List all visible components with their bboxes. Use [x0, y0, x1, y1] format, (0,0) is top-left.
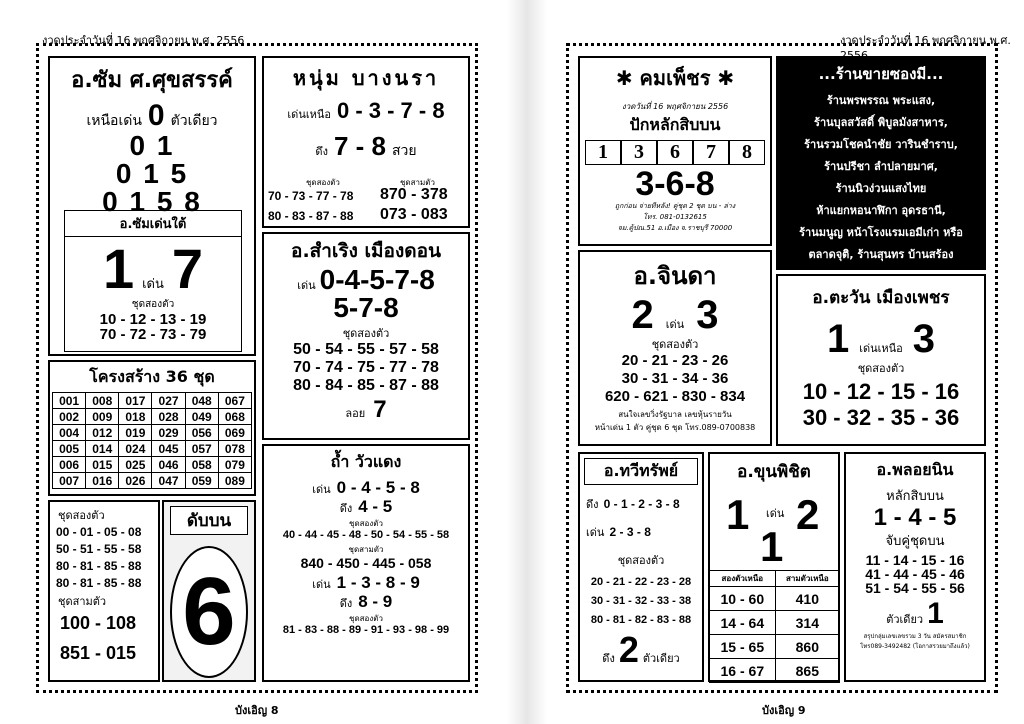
structure-cell: 046: [152, 457, 185, 473]
structure-cell: 048: [185, 393, 218, 409]
star-icon: ✱: [615, 66, 640, 90]
khun-col-three: สามตัวเหนือ: [775, 571, 839, 587]
ploy-single-number: 1: [927, 597, 944, 630]
samroeng-number-2: 5-7-8: [333, 292, 399, 323]
structure-cell: 029: [152, 425, 185, 441]
samroeng-panel: [262, 232, 470, 440]
shops-panel: [776, 56, 986, 270]
sum-sub-title: อ.ซัมเด่นใต้: [65, 211, 241, 237]
num-label-two: ชุดสองตัว: [306, 178, 340, 187]
pyramid-row-1: 0 1: [129, 130, 175, 161]
kom-digit-cell: 1: [585, 140, 621, 165]
ploy-nin-panel: [844, 452, 986, 682]
left-page-number: บังเอิญ 8: [235, 704, 279, 717]
samroeng-row-1: 50 - 54 - 55 - 57 - 58: [293, 341, 439, 358]
num-three-2: 073 - 083: [380, 206, 448, 223]
num-ding-suffix: สวย: [391, 143, 417, 159]
sum-big-right: 7: [171, 237, 204, 300]
tawee-bottom-number: 2: [618, 629, 639, 670]
tham-wuadaeng-panel: [262, 444, 470, 682]
khun-cell: 410: [775, 587, 839, 611]
structure-title: โครงสร้าง 36 ชุด: [89, 367, 215, 386]
khun-row: [710, 611, 840, 635]
shops-title: ...ร้านขายซองมี...: [818, 65, 944, 83]
structure-table: [52, 392, 252, 489]
jinda-row-3: 620 - 621 - 830 - 834: [604, 388, 746, 405]
shop-line: ร้านปรีชา ลำปลายมาศ,: [824, 160, 938, 173]
kom-digit-cell: 7: [693, 140, 729, 165]
kom-note-2: โทร. 081-0132615: [643, 213, 707, 221]
dab-bon-number: 6: [182, 558, 236, 665]
khun-cell: 860: [775, 635, 839, 659]
samroeng-lead-number: 0-4-5-7-8: [319, 264, 435, 295]
tawee-title: อ.ทวีทรัพย์: [584, 458, 698, 485]
khun-row: [710, 587, 840, 611]
structure-cell: 026: [119, 473, 152, 489]
tham-lead2-number: 1 - 3 - 8 - 9: [336, 573, 420, 592]
tawee-bottom-suffix: ตัวเดียว: [642, 652, 680, 665]
ploy-row-3: 51 - 54 - 55 - 56: [865, 580, 965, 596]
jinda-note-2: หน้าเด่น 1 ตัว คู่ชุด 6 ชุด โทร.089-0700838: [594, 423, 756, 432]
pairs-box: [48, 500, 160, 682]
sum-panel-title: อ.ซัม ศ.ศุขสรรค์: [71, 68, 233, 93]
shop-line: ร้านบุลสวัสดิ์ พิบูลมังสาหาร,: [814, 116, 948, 129]
num-pairs-2: 80 - 83 - 87 - 88: [268, 209, 354, 223]
structure-cell: 056: [185, 425, 218, 441]
samroeng-loy-number: 7: [373, 396, 387, 423]
samroeng-set-label: ชุดสองตัว: [342, 327, 390, 340]
khun-cell: 865: [775, 659, 839, 683]
tawee-set-label: ชุดสองตัว: [617, 554, 665, 567]
jinda-set-label: ชุดสองตัว: [651, 338, 699, 351]
tham-label-three: ชุดสามตัว: [348, 545, 384, 554]
shop-line: ร้านนิวง่วนแสงไทย: [835, 182, 927, 195]
khun-row: [710, 635, 840, 659]
structure-cell: 024: [119, 441, 152, 457]
sum-panel: [48, 56, 256, 356]
structure-cell: 005: [53, 441, 86, 457]
pairs-box-label-3: ชุดสามตัว: [58, 595, 107, 608]
sum-lead-number: 0: [147, 99, 165, 132]
structure-cell: 068: [218, 409, 251, 425]
tawan-set-label: ชุดสองตัว: [857, 362, 905, 375]
khun-title: อ.ขุนพิชิต: [737, 462, 811, 482]
structure-cell: 069: [218, 425, 251, 441]
structure-cell: 028: [152, 409, 185, 425]
khun-cell: 10 - 60: [710, 587, 776, 611]
samroeng-lead-label: เด่น: [297, 279, 316, 292]
pairs-box-line-1: 00 - 01 - 05 - 08: [56, 525, 142, 539]
page-gutter: [507, 0, 547, 724]
pairs-box-line-4: 80 - 81 - 85 - 88: [56, 576, 142, 590]
num-three-1: 870 - 378: [380, 186, 448, 203]
tawee-ding-label: ดึง: [586, 498, 599, 511]
structure-row: [53, 441, 252, 457]
ploy-title: อ.พลอยนิน: [876, 460, 954, 479]
tawan-title: อ.ตะวัน เมืองเพชร: [812, 288, 950, 308]
structure-cell: 025: [119, 457, 152, 473]
tawee-lead-label: เด่น: [586, 526, 605, 539]
tawee-row-2: 30 - 31 - 32 - 33 - 38: [590, 595, 692, 607]
num-lead-label: เด่นเหนือ: [287, 108, 331, 121]
structure-cell: 017: [119, 393, 152, 409]
pairs-box-label-2: ชุดสองตัว: [58, 509, 105, 522]
jinda-right: 3: [696, 293, 719, 337]
khun-cell: 15 - 65: [710, 635, 776, 659]
right-header-date: งวดประจำวันที่ 16 พฤศจิกายน พ.ศ.: [840, 34, 1011, 47]
pyramid-row-3: 0 1 5 8: [102, 186, 202, 217]
structure-cell: 014: [86, 441, 119, 457]
structure-panel: [48, 360, 256, 496]
jinda-title: อ.จินดา: [633, 262, 717, 290]
sum-pairs-row-2: 70 - 72 - 73 - 79: [99, 326, 207, 343]
khun-table: [709, 570, 840, 683]
pairs-box-line-3: 80 - 81 - 85 - 88: [56, 559, 142, 573]
ploy-single-label: ตัวเดียว: [886, 613, 924, 626]
tham-row-three: 840 - 450 - 445 - 058: [300, 555, 432, 571]
pairs-box-three-2: 851 - 015: [60, 643, 137, 663]
kom-sub-title: ปักหลักสิบบน: [629, 115, 721, 134]
sum-big-mid: เด่น: [142, 277, 164, 292]
tham-ding2-number: 8 - 9: [358, 592, 393, 611]
samroeng-row-2: 70 - 74 - 75 - 77 - 78: [293, 359, 439, 376]
structure-row: [53, 473, 252, 489]
khun-mid: เด่น: [766, 507, 785, 520]
num-panel-title: หนุ่ม บางนรา: [292, 66, 440, 90]
num-lead-number: 0 - 3 - 7 - 8: [336, 98, 445, 123]
tham-ding-label: ดึง: [339, 502, 353, 515]
structure-cell: 078: [218, 441, 251, 457]
tawan-row-1: 10 - 12 - 15 - 16: [802, 379, 960, 404]
num-ding-label: ดึง: [315, 145, 328, 158]
pyramid-row-2: 0 1 5: [115, 158, 189, 189]
tawee-row-1: 20 - 21 - 22 - 23 - 28: [590, 576, 692, 588]
tham-ding2-label: ดึง: [339, 597, 353, 610]
right-page-number: บังเอิญ 9: [762, 704, 806, 717]
shop-line: ตลาดจุติ, ร้านสุนทร บ้านสร้อง: [808, 248, 954, 261]
dab-bon-title: ดับบน: [170, 506, 248, 535]
kom-digit-cell: 6: [657, 140, 693, 165]
num-ding-number: 7 - 8: [333, 131, 386, 161]
khun-number-3: 1: [760, 523, 784, 570]
khun-number-1: 1: [726, 491, 750, 538]
khun-number-2: 2: [796, 491, 820, 538]
samroeng-title: อ.สำเริง เมืองดอน: [291, 240, 441, 262]
structure-cell: 058: [185, 457, 218, 473]
tawee-ding-number: 0 - 1 - 2 - 3 - 8: [603, 497, 680, 511]
structure-cell: 012: [86, 425, 119, 441]
dab-bon-panel: [162, 500, 256, 682]
sum-lead-suffix: ตัวเดียว: [170, 113, 218, 129]
tham-row-two: 40 - 44 - 45 - 48 - 50 - 54 - 55 - 58: [282, 529, 450, 541]
sum-pairs-row-1: 10 - 12 - 13 - 19: [99, 311, 207, 328]
tawee-row-3: 80 - 81 - 82 - 83 - 88: [590, 614, 692, 626]
pairs-box-three-1: 100 - 108: [60, 613, 137, 633]
shop-line: ห้าแยกหอนาฬิกา อุดรธานี,: [816, 204, 946, 217]
structure-row: [53, 425, 252, 441]
tham-lead-label: เด่น: [312, 483, 331, 496]
structure-cell: 016: [86, 473, 119, 489]
jinda-row-2: 30 - 31 - 34 - 36: [621, 370, 729, 387]
jinda-mid: เด่น: [665, 318, 685, 331]
sum-set-label: ชุดสองตัว: [131, 299, 175, 310]
structure-cell: 027: [152, 393, 185, 409]
ploy-row-1: 11 - 14 - 15 - 16: [865, 552, 965, 568]
structure-cell: 049: [185, 409, 218, 425]
khun-col-two: สองตัวเหนือ: [710, 571, 776, 587]
ploy-note-2: โทร089-3492482 (โอกาสรวยมาถึงแล้ว): [860, 643, 970, 650]
tawan-row-2: 30 - 32 - 35 - 36: [802, 405, 960, 430]
structure-row: [53, 457, 252, 473]
kom-note-3: จม.ตู้ปณ.51 อ.เมือง จ.ราชบุรี 70000: [617, 224, 733, 232]
ploy-number: 1 - 4 - 5: [873, 504, 957, 531]
num-pairs-1: 70 - 73 - 77 - 78: [268, 189, 354, 203]
structure-cell: 047: [152, 473, 185, 489]
structure-cell: 079: [218, 457, 251, 473]
jinda-panel: [578, 250, 772, 446]
num-bangnara-panel: [262, 56, 470, 228]
kom-note-1: ถูกก่อน จ่ายทีหลัง! คู่ชุด 2 ชุด บน - ล่าง: [614, 202, 736, 210]
structure-cell: 059: [185, 473, 218, 489]
num-label-three: ชุดสามตัว: [400, 178, 435, 187]
structure-cell: 006: [53, 457, 86, 473]
tham-label-two: ชุดสองตัว: [349, 519, 383, 528]
samroeng-loy-label: ลอย: [345, 407, 366, 420]
pairs-box-line-2: 50 - 51 - 55 - 58: [56, 542, 142, 556]
structure-cell: 004: [53, 425, 86, 441]
structure-cell: 015: [86, 457, 119, 473]
structure-cell: 008: [86, 393, 119, 409]
structure-cell: 057: [185, 441, 218, 457]
sum-big-left: 1: [102, 237, 135, 300]
structure-cell: 018: [119, 409, 152, 425]
structure-row: [53, 393, 252, 409]
khun-cell: 314: [775, 611, 839, 635]
jinda-left: 2: [631, 293, 654, 337]
structure-cell: 045: [152, 441, 185, 457]
ploy-note-1: สรุปกลุ่มเลขเลขรวม 3 วัน สมัครสมาชิก: [863, 633, 967, 640]
shop-line: ร้านพรพรรณ พระแสง,: [826, 94, 936, 107]
tham-row-four: 81 - 83 - 88 - 89 - 91 - 93 - 98 - 99: [282, 624, 450, 636]
khun-phichit-panel: [708, 452, 840, 682]
structure-cell: 089: [218, 473, 251, 489]
sum-lead-label: เหนือเด่น: [86, 113, 142, 129]
khun-cell: 16 - 67: [710, 659, 776, 683]
tawee-lead-number: 2 - 3 - 8: [609, 525, 651, 539]
tawan-panel: [776, 274, 986, 446]
tawan-right: 3: [912, 317, 936, 361]
tham-lead2-label: เด่น: [312, 578, 331, 591]
kom-digit-row: [580, 140, 770, 165]
samroeng-row-3: 80 - 84 - 85 - 87 - 88: [293, 377, 439, 394]
kom-digit-cell: 3: [621, 140, 657, 165]
structure-cell: 009: [86, 409, 119, 425]
kom-digit-cell: 8: [729, 140, 765, 165]
left-header-date: งวดประจำวันที่ 16 พฤศจิกายน พ.ศ. 2556: [42, 34, 245, 47]
tham-title: ถ้ำ วัวแดง: [330, 452, 402, 471]
kom-big-number: 3-6-8: [635, 165, 715, 203]
shop-line: ร้านมนูญ หน้าโรงแรมเอมีเก่า หรือ: [799, 226, 963, 239]
tham-lead-number: 0 - 4 - 5 - 8: [336, 478, 420, 497]
khun-row: [710, 659, 840, 683]
ploy-sub-title: หลักสิบบน: [886, 489, 944, 504]
ploy-set-label: จับคู่ชุดบน: [885, 534, 945, 549]
kom-phet-panel: [578, 56, 772, 246]
tham-ding-number: 4 - 5: [358, 497, 393, 516]
structure-cell: 002: [53, 409, 86, 425]
tham-label-four: ชุดสองตัว: [349, 614, 383, 623]
ploy-row-2: 41 - 44 - 45 - 46: [865, 566, 965, 582]
tawee-panel: [578, 452, 704, 682]
structure-cell: 007: [53, 473, 86, 489]
tawan-mid: เด่นเหนือ: [859, 342, 903, 355]
kom-date: งวดวันที่ 16 พฤศจิกายน 2556: [621, 102, 729, 111]
jinda-note-1: สนใจเลขวิ่งรัฐบาล เลขหุ้นรายวัน: [618, 410, 732, 419]
kom-title: คมเพ็ชร: [639, 66, 711, 90]
structure-cell: 001: [53, 393, 86, 409]
structure-cell: 019: [119, 425, 152, 441]
tawan-left: 1: [826, 317, 850, 361]
tawee-bottom-label: ดึง: [602, 652, 615, 665]
star-icon: ✱: [710, 66, 735, 90]
jinda-row-1: 20 - 21 - 23 - 26: [621, 352, 729, 369]
khun-cell: 14 - 64: [710, 611, 776, 635]
structure-row: [53, 409, 252, 425]
shop-line: ร้านรวมโชคนำชัย วารินชำราบ,: [804, 138, 958, 151]
structure-cell: 067: [218, 393, 251, 409]
